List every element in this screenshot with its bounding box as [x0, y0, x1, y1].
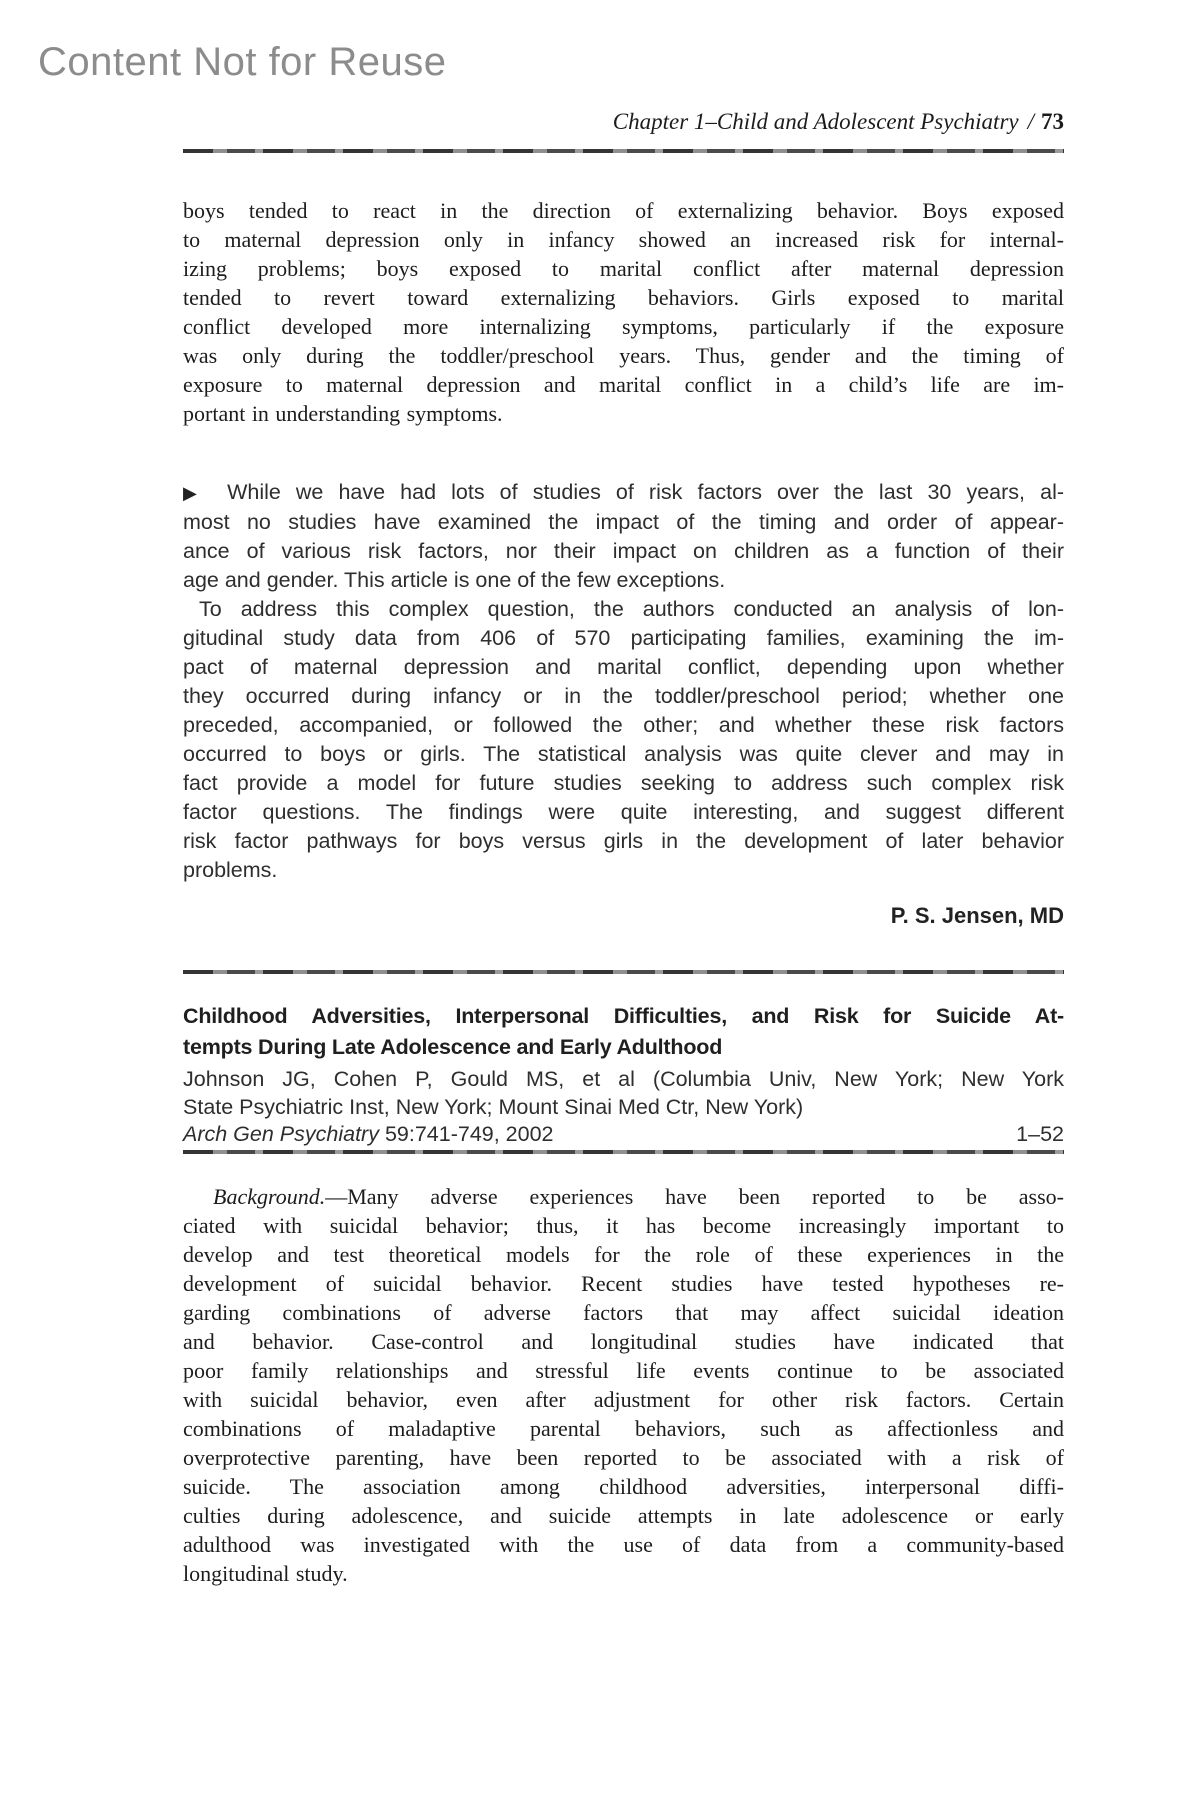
text-line: tempts During Late Adolescence and Early Adulthood: [183, 1035, 723, 1059]
pointer-icon: ▶: [183, 483, 206, 503]
text-line: factor questions. The findings were quite interesting, and suggest different: [183, 800, 1064, 824]
commentary-paragraph-2-first-line: To address this complex question, the authors conducted an analysis of lon-: [199, 597, 1064, 621]
text-line: portant in understanding symptoms.: [183, 401, 503, 426]
chapter-heading: Chapter 1–Child and Adolescent Psychiatry: [612, 109, 1019, 134]
text-line: was only during the toddler/preschool years. Thus, gender and the timing of: [183, 343, 1064, 368]
citation-journal-line: [183, 1121, 1064, 1148]
text-line: to maternal depression only in infancy showed an increased risk for internal-: [183, 227, 1064, 252]
text-line: ciated with suicidal behavior; thus, it has become increasingly important to: [183, 1213, 1064, 1238]
article-paragraph: [183, 196, 1064, 428]
text-line: fact provide a model for future studies seeking to address such complex risk: [183, 771, 1064, 795]
page-header: [183, 0, 1064, 135]
text-line: exposure to maternal depression and marital conflict in a child’s life are im-: [183, 372, 1064, 397]
text-line: occurred to boys or girls. The statistical analysis was quite clever and may in: [183, 742, 1064, 766]
text-line: ance of various risk factors, nor their impact on children as a function of their: [183, 539, 1064, 563]
journal-volume-pages: 59:741-749, 2002: [378, 1122, 554, 1146]
commentary-section: [183, 478, 1064, 930]
citation-bottom-rule: [183, 1150, 1064, 1154]
text-line: adulthood was investigated with the use of data from a community-based: [183, 1532, 1064, 1557]
abstract-lead-label: Background.: [213, 1184, 326, 1209]
header-separator: /: [1027, 109, 1034, 134]
commentary-line-text: While we have had lots of studies of risk factors over the last 30 years, al-: [227, 480, 1065, 504]
text-line: develop and test theoretical models for the role of these experiences in the: [183, 1242, 1064, 1267]
text-line: most no studies have examined the impact of the timing and order of appear-: [183, 510, 1064, 534]
text-line: with suicidal behavior, even after adjustment for other risk factors. Certain: [183, 1387, 1064, 1412]
text-line: problems.: [183, 858, 278, 882]
text-line: combinations of maladaptive parental behaviors, such as affectionless and: [183, 1416, 1064, 1441]
page-number: 73: [1041, 109, 1064, 134]
abstract-lead-rest: —Many adverse experiences have been reported to be asso-: [325, 1184, 1064, 1209]
text-line: boys tended to react in the direction of externalizing behavior. Boys exposed: [183, 198, 1064, 223]
header-divider-rule: [183, 149, 1064, 153]
text-line: izing problems; boys exposed to marital conflict after maternal depression: [183, 256, 1064, 281]
text-line: preceded, accompanied, or followed the other; and whether these risk factors: [183, 713, 1064, 737]
text-line: suicide. The association among childhood adversities, interpersonal diffi-: [183, 1474, 1064, 1499]
text-line: Johnson JG, Cohen P, Gould MS, et al (Columbia Univ, New York; New York: [183, 1067, 1064, 1091]
commentary-signature: P. S. Jensen, MD: [890, 903, 1064, 928]
citation-authors: [183, 1065, 1064, 1121]
citation-title: [183, 1001, 1064, 1063]
commentary-paragraph-1: [183, 508, 1064, 595]
abstract-body: [183, 1211, 1064, 1588]
text-line: they occurred during infancy or in the toddler/preschool period; whether one: [183, 684, 1064, 708]
text-line: overprotective parenting, have been reported to be associated with a risk of: [183, 1445, 1064, 1470]
citation-top-rule: [183, 970, 1064, 974]
commentary-paragraph-2: [183, 624, 1064, 885]
abstract-ref-number: 1–52: [1016, 1122, 1064, 1146]
journal-reference: [183, 1121, 554, 1148]
text-line: risk factor pathways for boys versus girls in the development of later behavior: [183, 829, 1064, 853]
text-line: Childhood Adversities, Interpersonal Difficulties, and Risk for Suicide At-: [183, 1004, 1064, 1028]
watermark-text: Content Not for Reuse: [38, 40, 447, 84]
text-line: gitudinal study data from 406 of 570 participating families, examining the im-: [183, 626, 1064, 650]
text-column: [183, 0, 1064, 1588]
text-line: tended to revert toward externalizing behaviors. Girls exposed to marital: [183, 285, 1064, 310]
text-line: State Psychiatric Inst, New York; Mount Sinai Med Ctr, New York): [183, 1095, 804, 1119]
abstract-section: [183, 1182, 1064, 1588]
text-line: age and gender. This article is one of the few exceptions.: [183, 568, 726, 592]
commentary-first-line: [183, 478, 1064, 508]
text-line: culties during adolescence, and suicide attempts in late adolescence or early: [183, 1503, 1064, 1528]
text-line: and behavior. Case-control and longitudinal studies have indicated that: [183, 1329, 1064, 1354]
journal-name: Arch Gen Psychiatry: [183, 1122, 379, 1146]
text-line: conflict developed more internalizing symptoms, particularly if the exposure: [183, 314, 1064, 339]
text-line: longitudinal study.: [183, 1561, 348, 1586]
text-line: development of suicidal behavior. Recent studies have tested hypotheses re-: [183, 1271, 1064, 1296]
text-line: garding combinations of adverse factors that may affect suicidal ideation: [183, 1300, 1064, 1325]
abstract-first-line: [183, 1182, 1064, 1211]
text-line: poor family relationships and stressful life events continue to be associated: [183, 1358, 1064, 1383]
text-line: pact of maternal depression and marital conflict, depending upon whether: [183, 655, 1064, 679]
